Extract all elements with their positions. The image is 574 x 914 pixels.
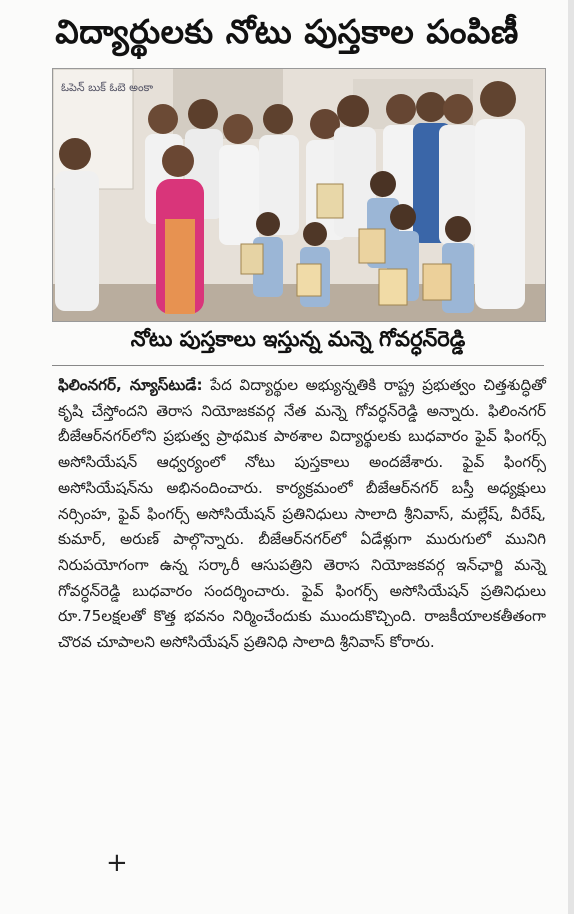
photo-caption: నోటు పుస్తకాలు ఇస్తున్న మన్నె గోవర్ధన్‌రెడ్డి bbox=[130, 327, 466, 351]
article-headline: విద్యార్థులకు నోటు పుస్తకాల పంపిణీ bbox=[55, 11, 519, 51]
page-edge bbox=[568, 0, 574, 914]
caption-divider bbox=[52, 365, 544, 366]
group-photo-illustration bbox=[53, 69, 545, 321]
article-body bbox=[58, 373, 546, 656]
article-text: పేద విద్యార్థుల అభ్యున్నతికి రాష్ట్ర ప్రభుత్వం చిత్తశుద్ధితో కృషి చేస్తోందని తెరాస నియోజకవర్గ నేత మన్నె గోవర్ధన్‌రెడ్డి అన్నారు. ఫిలింనగర్ బీజేఆర్‌నగర్‌లోని ప్రభుత్వ ప్రాథమిక పాఠశాల విద్యార్థులకు బుధవారం ఫైవ్ ఫింగర్స్ అసోసియేషన్ ఆధ్వర్యంలో నోటు పుస్తకాలు అందజేశారు. ఫైవ్ ఫింగర్స్ అసోసియేషన్‌ను అభినందించారు. కార్యక్రమంలో బీజేఆర్‌నగర్ బస్తీ అధ్యక్షులు నర్సింహ, ఫైవ్ ఫింగర్స్ అసోసియేషన్ ప్రతినిధులు సాలాది శ్రీనివాస్, మల్లేష్, వీరేష్, కుమార్, అరుణ్ పాల్గొన్నారు. బీజేఆర్‌నగర్‌లో ఏడేళ్లుగా మురుగులో మునిగి నిరుపయోగంగా ఉన్న సర్కారీ ఆసుపత్రిని తెరాస నియోజకవర్గ ఇన్‌ఛార్జి మన్నె గోవర్ధన్‌రెడ్డి బుధవారం సందర్శించారు. ఫైవ్ ఫింగర్స్ అసోసియేషన్ ప్రతినిధులు రూ.75లక్షలతో కొత్త భవనం నిర్మించేందుకు ముందుకొచ్చింది. రాజకీయాలకతీతంగా చొరవ చూపాలని అసోసియేషన్ ప్రతినిధి సాలాది శ్రీనివాస్ కోరారు. bbox=[58, 376, 546, 652]
board-text: ఓపెన్ బుక్ ఓబె అంకా bbox=[61, 81, 154, 94]
news-photo bbox=[52, 68, 546, 322]
article-dateline: ఫిలింనగర్, న్యూస్‌టుడే: bbox=[58, 376, 203, 394]
end-mark: + bbox=[106, 848, 128, 878]
